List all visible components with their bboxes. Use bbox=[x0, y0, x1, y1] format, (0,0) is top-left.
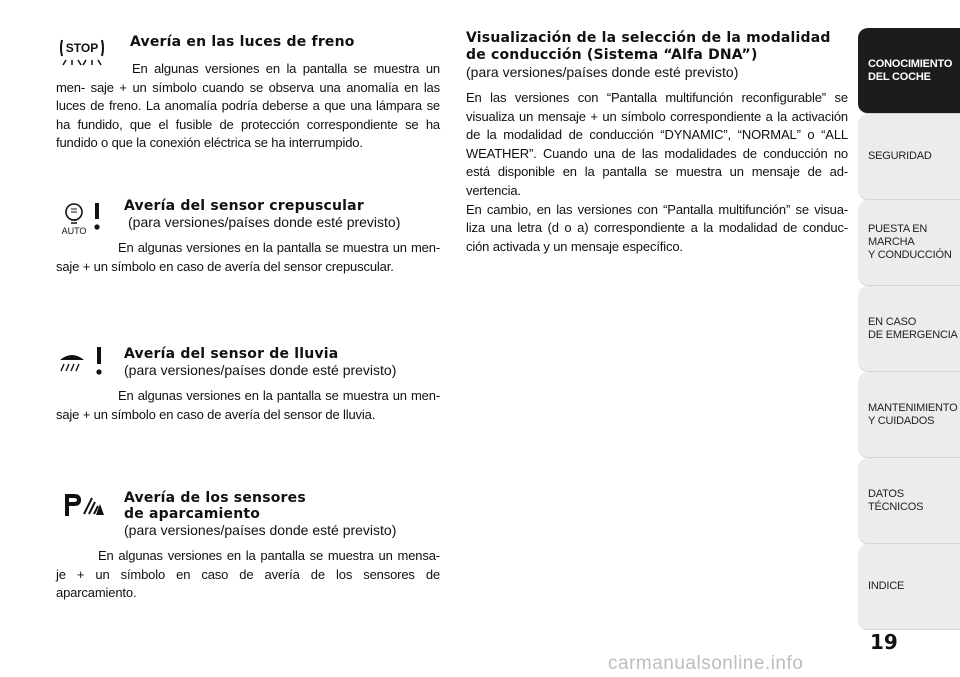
section-title-line1: Visualización de la selección de la modalidad bbox=[466, 30, 831, 46]
section-twilight-sensor bbox=[56, 198, 440, 276]
section-title-line2: de aparcamiento bbox=[124, 506, 261, 522]
section-body: En algunas versiones en la pantalla se muestra un men- saje + un símbolo en caso de avería del sensor de lluvia. bbox=[56, 388, 440, 422]
tab-en-caso-de-emergencia[interactable] bbox=[858, 286, 960, 372]
section-body: En algunas versiones en la pantalla se muestra un men- saje + un símbolo en caso de avería del sensor crepuscular. bbox=[56, 240, 440, 274]
tab-label: EN CASO DE EMERGENCIA bbox=[868, 315, 958, 341]
tab-label: PUESTA EN MARCHA Y CONDUCCIÓN bbox=[868, 223, 952, 261]
tab-label: SEGURIDAD bbox=[868, 150, 932, 162]
tab-datos-tecnicos[interactable] bbox=[858, 458, 960, 544]
section-parking-sensors bbox=[56, 490, 440, 603]
section-drive-mode bbox=[466, 30, 848, 256]
section-title-line2: de conducción (Sistema “Alfa DNA”) bbox=[466, 47, 758, 63]
tab-label: CONOCIMIENTO DEL COCHE bbox=[868, 57, 953, 83]
tab-puesta-en-marcha[interactable] bbox=[858, 200, 960, 286]
section-brake-lights bbox=[56, 34, 440, 153]
stop-lamp-icon-text: STOP bbox=[65, 41, 99, 55]
tab-conocimiento-del-coche[interactable] bbox=[858, 28, 960, 114]
page-number: 19 bbox=[870, 630, 898, 654]
tab-label: MANTENIMIENTO Y CUIDADOS bbox=[868, 401, 958, 427]
tab-seguridad[interactable] bbox=[858, 114, 960, 200]
section-subtitle: (para versiones/países donde esté previsto) bbox=[466, 64, 739, 80]
section-title-line1: Avería de los sensores bbox=[124, 490, 306, 506]
chapter-tabs bbox=[858, 28, 960, 630]
section-subtitle: (para versiones/países donde esté previsto) bbox=[124, 362, 397, 378]
section-title: Avería del sensor de lluvia bbox=[124, 346, 339, 362]
section-subtitle: (para versiones/países donde esté previsto) bbox=[124, 522, 397, 538]
tab-mantenimiento[interactable] bbox=[858, 372, 960, 458]
tab-label: DATOS TÉCNICOS bbox=[868, 487, 924, 513]
section-paragraph-2: En cambio, en las versiones con “Pantalla multifunción” se visua- liza una letra (d o a) correspondiente a la modalidad de conduc- ción activada y un mensaje específico. bbox=[466, 201, 848, 254]
section-paragraph-1: En las versiones con “Pantalla multifunción reconfigurable” se visualiza un mensaje + un símbolo correspondiente a la activación de la modalidad de conducción “DYNAMIC”, “NORMAL” o “ALL WEATHER”. Cuando una de las modalidades de conducción no está disponible en la pantalla se muestra un mensaje de ad- vertencia. bbox=[466, 90, 848, 198]
section-title: Avería en las luces de freno bbox=[130, 34, 355, 50]
section-title: Avería del sensor crepuscular bbox=[124, 198, 364, 214]
section-rain-sensor bbox=[56, 346, 440, 424]
tab-indice[interactable] bbox=[858, 544, 960, 630]
watermark: carmanualsonline.info bbox=[608, 653, 804, 674]
section-body: En algunas versiones en la pantalla se muestra un men- saje + un símbolo cuando se observa una anomalía en las luces de freno. La anomalía podría deberse a que una lámpara se ha fundido, que el fusible de protección correspondiente se ha fundido o que la conexión eléctrica se ha interrumpido. bbox=[56, 61, 440, 150]
section-body: En algunas versiones en la pantalla se muestra un mensa- je + un símbolo en caso de avería de los sensores de aparcamiento. bbox=[56, 548, 440, 600]
auto-icon-text: AUTO bbox=[61, 226, 87, 236]
tab-label: INDICE bbox=[868, 580, 905, 592]
section-subtitle: (para versiones/países donde esté previsto) bbox=[128, 214, 401, 230]
